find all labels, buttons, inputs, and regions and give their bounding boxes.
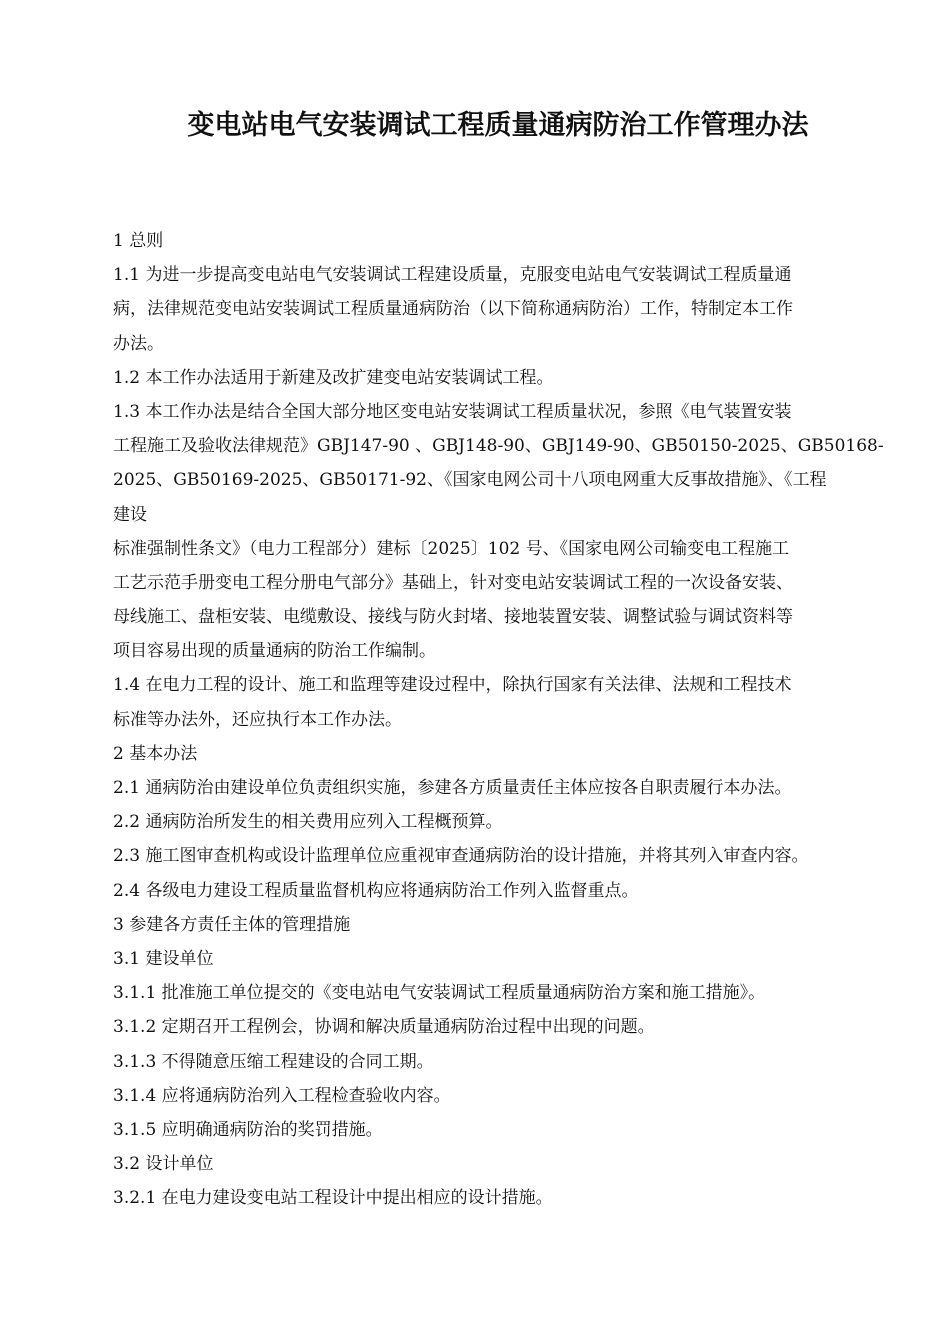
text-line: 1.3 本工作办法是结合全国大部分地区变电站安装调试工程质量状况，参照《电气装置安装 [113, 401, 792, 422]
text-line: 工程施工及验收法律规范》GBJ147-90 、GBJ148-90、GBJ149-90、GB50150-2025、GB50168- [113, 436, 884, 457]
text-line: 1.1 为进一步提高变电站电气安装调试工程建设质量，克服变电站电气安装调试工程质量通 [113, 265, 792, 286]
document-title: 变电站电气安装调试工程质量通病防治工作管理办法 [187, 110, 809, 141]
text-line: 母线施工、盘柜安装、电缆敷设、接线与防火封堵、接地装置安装、调整试验与调试资料等 [113, 607, 793, 628]
text-line: 3.1.2 定期召开工程例会，协调和解决质量通病防治过程中出现的问题。 [113, 1017, 655, 1038]
text-line: 标准等办法外，还应执行本工作办法。 [113, 709, 402, 730]
text-line: 标准强制性条文》（电力工程部分）建标〔2025〕102 号、《国家电网公司输变电工程施工 [113, 538, 790, 559]
text-line: 办法。 [113, 333, 164, 354]
text-line: 病，法律规范变电站安装调试工程质量通病防治（以下简称通病防治）工作，特制定本工作 [113, 299, 793, 320]
text-line: 2025、GB50169-2025、GB50171-92、《国家电网公司十八项电网重大反事故措施》、《工程 [113, 470, 827, 491]
text-line: 3.1.5 应明确通病防治的奖罚措施。 [113, 1119, 383, 1140]
text-line: 3.1.3 不得随意压缩工程建设的合同工期。 [113, 1051, 434, 1072]
text-line: 项目容易出现的质量通病的防治工作编制。 [113, 641, 436, 662]
text-line: 3.1.4 应将通病防治列入工程检查验收内容。 [113, 1085, 451, 1106]
section-heading: 1 总则 [113, 231, 164, 251]
text-line: 工艺示范手册变电工程分册电气部分》基础上，针对变电站安装调试工程的一次设备安装、 [113, 572, 793, 593]
subsection-heading: 3.2 设计单位 [113, 1154, 214, 1175]
text-line: 3.2.1 在电力建设变电站工程设计中提出相应的设计措施。 [113, 1188, 553, 1209]
text-line: 1.4 在电力工程的设计、施工和监理等建设过程中，除执行国家有关法律、法规和工程技术 [113, 675, 792, 696]
text-line: 建设 [113, 504, 147, 525]
section-heading: 2 基本办法 [113, 743, 198, 764]
text-line: 2.2 通病防治所发生的相关费用应列入工程概预算。 [113, 812, 503, 833]
document-body [113, 224, 893, 1215]
text-line: 1.2 本工作办法适用于新建及改扩建变电站安装调试工程。 [113, 367, 554, 388]
text-line: 3.1.1 批准施工单位提交的《变电站电气安装调试工程质量通病防治方案和施工措施》。 [113, 983, 766, 1004]
text-line: 2.1 通病防治由建设单位负责组织实施，参建各方质量责任主体应按各自职责履行本办法。 [113, 778, 792, 798]
text-line: 2.3 施工图审查机构或设计监理单位应重视审查通病防治的设计措施，并将其列入审查内容。 [113, 846, 809, 867]
section-heading: 3 参建各方责任主体的管理措施 [113, 914, 351, 935]
text-line: 2.4 各级电力建设工程质量监督机构应将通病防治工作列入监督重点。 [113, 880, 639, 901]
subsection-heading: 3.1 建设单位 [113, 948, 214, 969]
